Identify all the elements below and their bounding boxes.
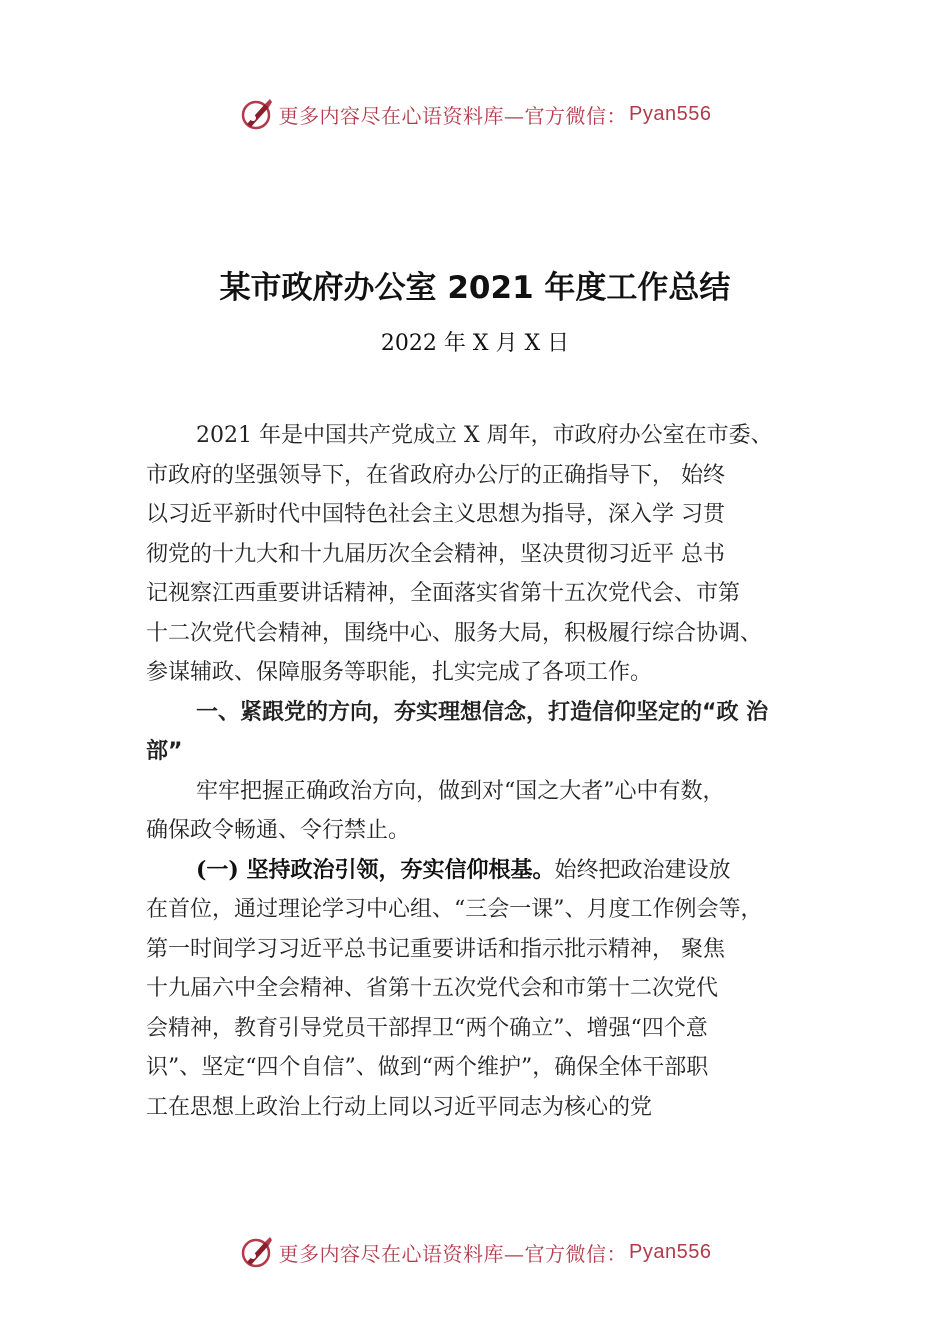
body-line: 记视察江西重要讲话精神，全面落实省第十五次党代会、市第 [146, 581, 741, 606]
body-line: 牢牢把握正确政治方向，做到对“国之大者”心中有数， [196, 778, 725, 804]
body-line: 识”、坚定“四个自信”、做到“两个维护”，确保全体干部职 [146, 1055, 709, 1080]
section-heading-1: 一、紧跟党的方向，夯实理想信念，打造信仰坚定的“政 治 [196, 699, 769, 725]
banner-text: 更多内容尽在心语资料库—官方微信： [278, 1241, 628, 1266]
header-watermark-banner [0, 94, 950, 134]
body-line: 第一时间学习习近平总书记重要讲话和指示批示精神， 聚焦 [146, 936, 725, 962]
body-line: 市政府的坚强领导下，在省政府办公厅的正确指导下， 始终 [146, 462, 725, 488]
body-line: 十九届六中全会精神、省第十五次党代会和市第十二次党代 [146, 976, 719, 1001]
footer-watermark-banner [0, 1232, 950, 1272]
subheading-bold: (一) 坚持政治引领，夯实信仰根基。 [196, 856, 555, 883]
document-title: 某市政府办公室 2021 年度工作总结 [219, 270, 731, 306]
banner-wechat-id: Pyan556 [629, 102, 712, 125]
document-body [146, 416, 846, 1127]
document-date: 2022 年 X 月 X 日 [380, 331, 570, 356]
section-heading-1-cont: 部” [146, 739, 183, 764]
body-line: 十二次党代会精神，围绕中心、服务大局，积极履行综合协调、 [146, 620, 763, 646]
body-line: 工在思想上政治上行动上同以习近平同志为核心的党 [146, 1094, 653, 1120]
body-line: 2021 年是中国共产党成立 X 周年，市政府办公室在市委、 [196, 423, 773, 448]
body-line: 在首位，通过理论学习中心组、“三会一课”、月度工作例会等， [146, 897, 763, 922]
body-line: 彻党的十九大和十九届历次全会精神，坚决贯彻习近平 总书 [146, 541, 725, 567]
body-line: 参谋辅政、保障服务等职能，扎实完成了各项工作。 [146, 660, 653, 685]
body-line: 会精神，教育引导党员干部捍卫“两个确立”、增强“四个意 [146, 1015, 708, 1041]
banner-text: 更多内容尽在心语资料库—官方微信： [278, 103, 628, 128]
subheading-rest: 始终把政治建设放 [554, 857, 731, 883]
pen-logo-icon [239, 1234, 275, 1270]
banner-wechat-id: Pyan556 [629, 1240, 712, 1263]
body-line: 以习近平新时代中国特色社会主义思想为指导，深入学 习贯 [146, 502, 725, 527]
subheading-line [146, 851, 846, 891]
pen-logo-icon [239, 96, 275, 132]
body-line: 确保政令畅通、令行禁止。 [146, 818, 411, 843]
